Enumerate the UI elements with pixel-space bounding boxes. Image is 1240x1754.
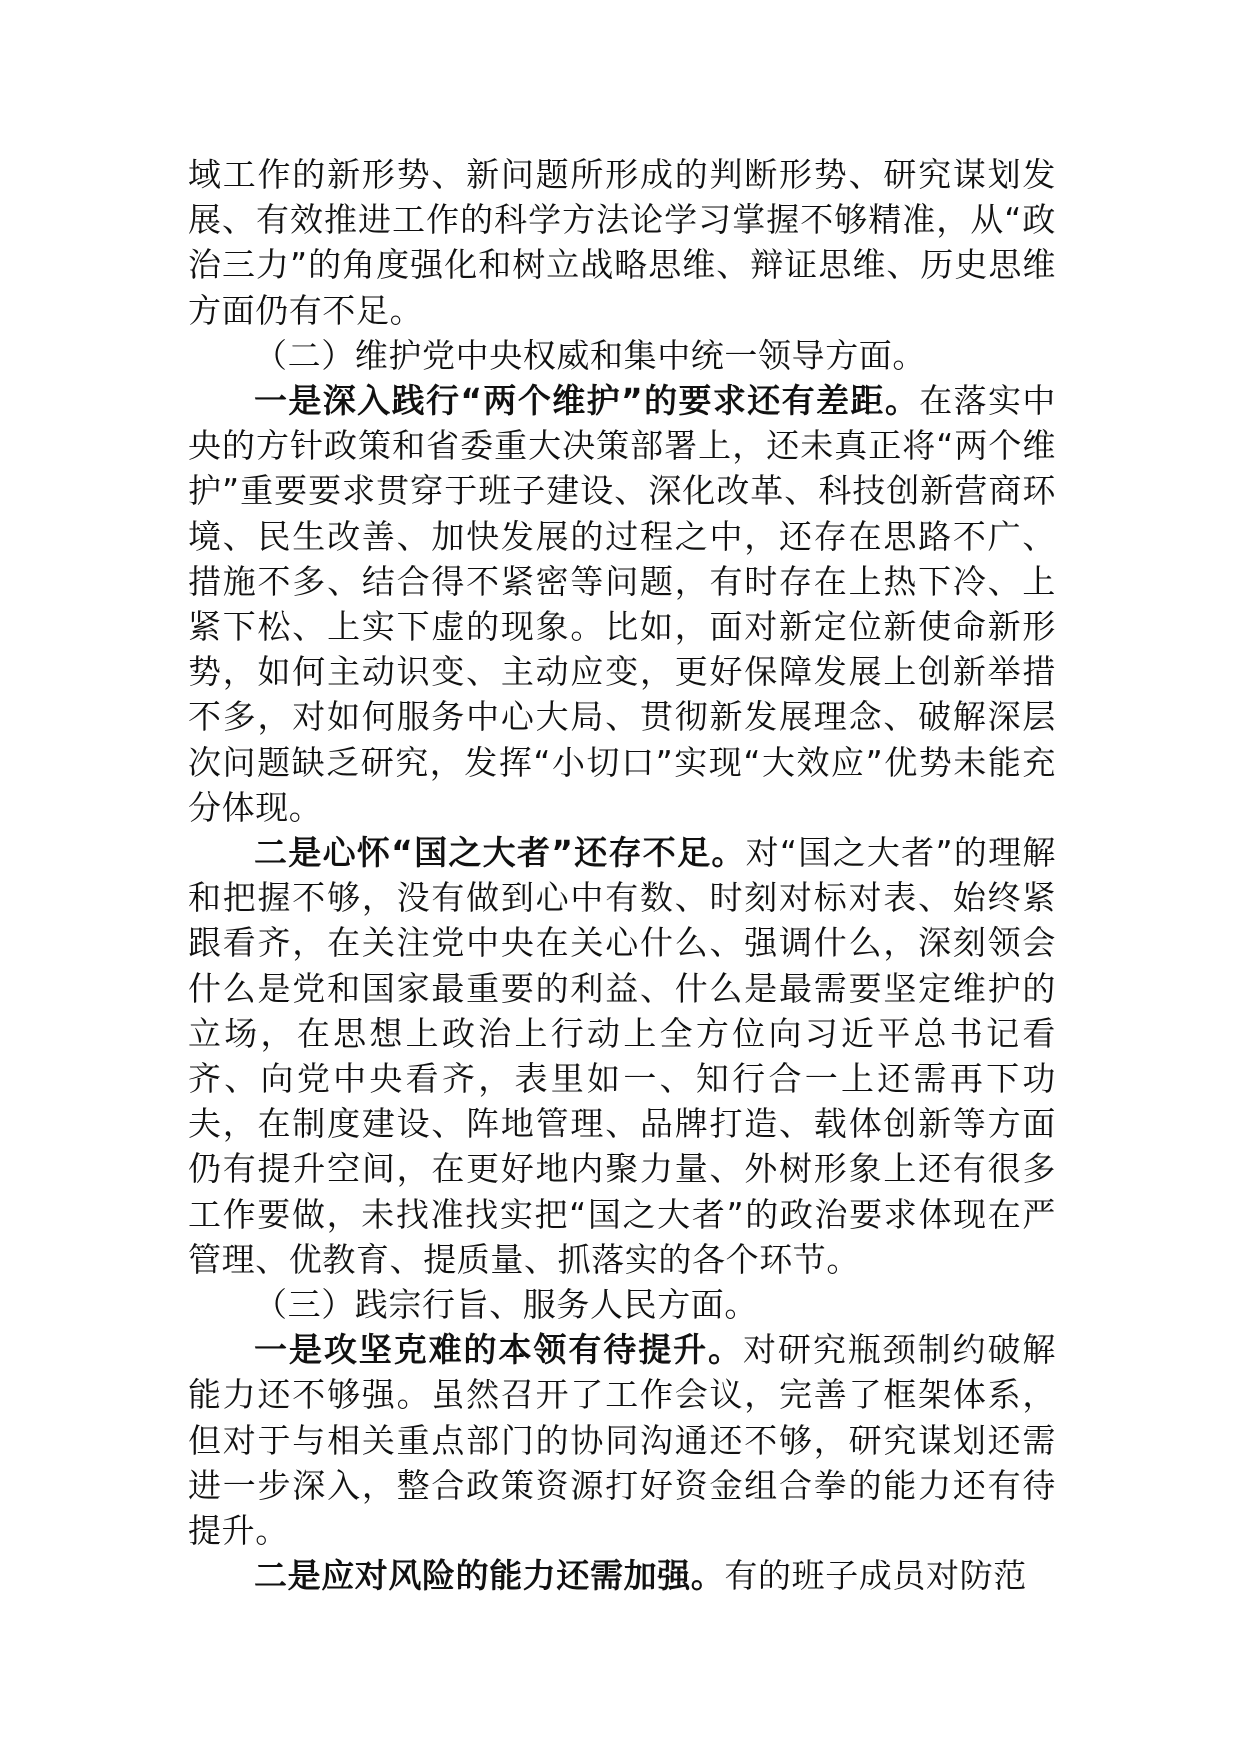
paragraph-continuation: [188, 152, 1056, 333]
paragraph-lead: 一是深入践行“两个维护”的要求还有差距。: [254, 381, 920, 421]
paragraph-lead: 二是心怀“国之大者”还存不足。: [254, 833, 746, 873]
paragraph-text: 对“国之大者”的理解和把握不够，没有做到心中有数、时刻对标对表、始终紧跟看齐，在关注党中央在关心什么、强调什么，深刻领会什么是党和国家最重要的利益、什么是最需要坚定维护的立场，在思想上政治上行动上全方位向习近平总书记看齐、向党中央看齐，表里如一、知行合一上还需再下功夫，在制度建设、阵地管理、品牌打造、载体创新等方面仍有提升空间，在更好地内聚力量、外树形象上还有很多工作要做，未找准找实把“国之大者”的政治要求体现在严管理、优教育、提质量、抓落实的各个环节。: [188, 833, 1056, 1279]
paragraph-lead: 二是应对风险的能力还需加强。: [254, 1556, 725, 1596]
paragraph-text: 在落实中央的方针政策和省委重大决策部署上，还未真正将“两个维护”重要要求贯穿于班子建设、深化改革、科技创新营商环境、民生改善、加快发展的过程之中，还存在思路不广、措施不多、结合得不紧密等问题，有时存在上热下冷、上紧下松、上实下虚的现象。比如，面对新定位新使命新形势，如何主动识变、主动应变，更好保障发展上创新举措不多，对如何服务中心大局、贯彻新发展理念、破解深层次问题缺乏研究，发挥“小切口”实现“大效应”优势未能充分体现。: [188, 381, 1056, 827]
paragraph-two-safeguards: [188, 378, 1056, 830]
paragraph-text: 对研究瓶颈制约破解能力还不够强。虽然召开了工作会议，完善了框架体系，但对于与相关重点部门的协同沟通还不够，研究谋划还需进一步深入，整合政策资源打好资金组合拳的能力还有待提升。: [188, 1330, 1056, 1551]
paragraph-text: 有的班子成员对防范: [724, 1556, 1027, 1596]
section-heading-text: （三）践宗行旨、服务人民方面。: [254, 1285, 758, 1325]
document-page: [188, 152, 1056, 1599]
paragraph-text: 域工作的新形势、新问题所形成的判断形势、研究谋划发展、有效推进工作的科学方法论学习掌握不够精准，从“政治三力”的角度强化和树立战略思维、辩证思维、历史思维方面仍有不足。: [188, 155, 1056, 330]
paragraph-risk-response: [188, 1553, 1056, 1598]
section-heading-3: [188, 1282, 1056, 1327]
paragraph-national-interest: [188, 830, 1056, 1282]
section-heading-2: [188, 333, 1056, 378]
section-heading-text: （二）维护党中央权威和集中统一领导方面。: [254, 335, 926, 375]
paragraph-tackle-difficulties: [188, 1327, 1056, 1553]
paragraph-lead: 一是攻坚克难的本领有待提升。: [254, 1330, 743, 1370]
